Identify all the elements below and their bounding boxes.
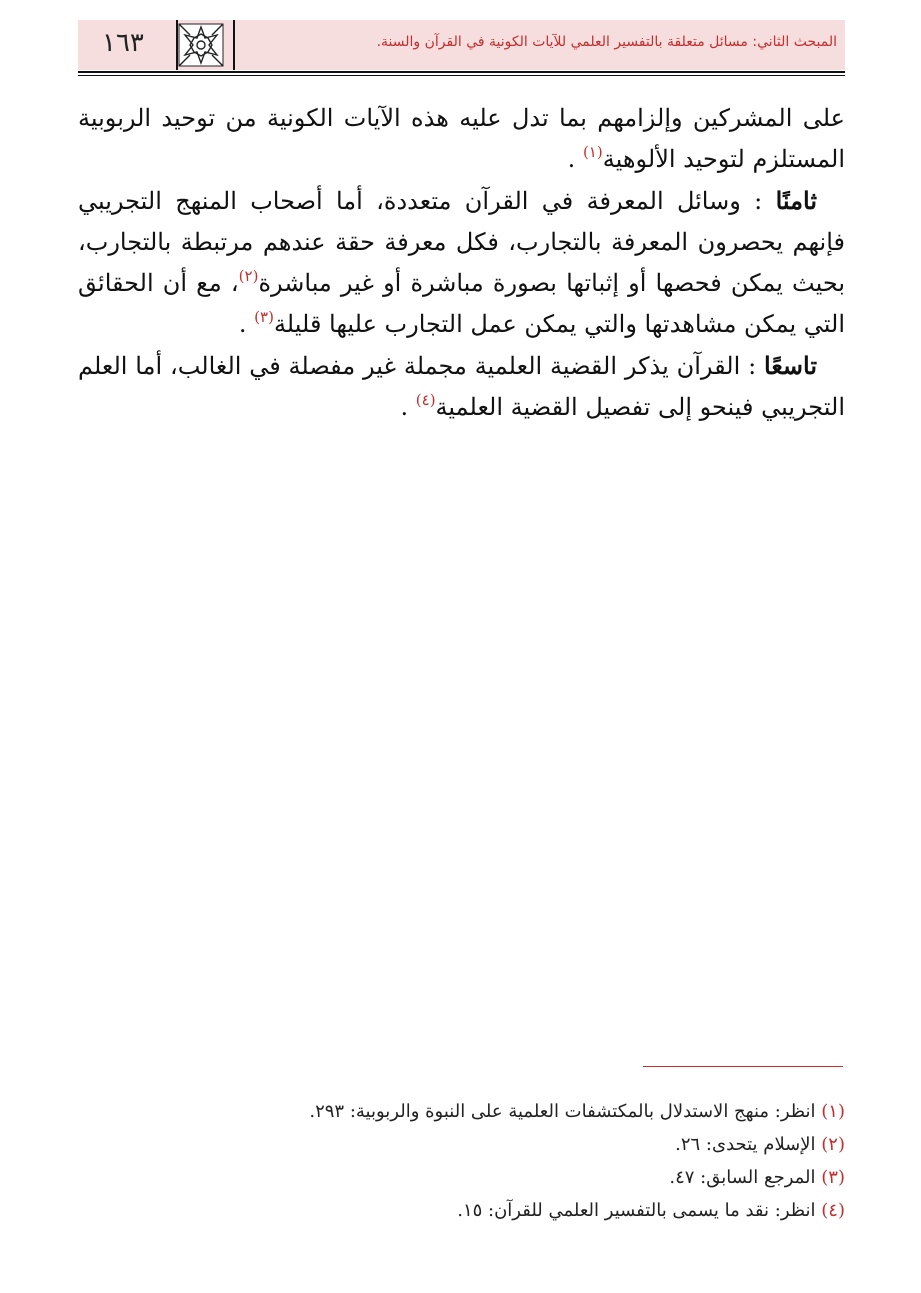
- footnote-1: [78, 1095, 845, 1128]
- paragraph-end: .: [567, 145, 583, 173]
- footnote-number: (٢): [821, 1134, 845, 1155]
- footnote-4: [78, 1194, 845, 1227]
- paragraph-text: : وسائل المعرفة في القرآن متعددة، أما أصحاب المنهج التجريبي فإنهم يحصرون المعرفة بالتجارب، فكل معرفة حقة عندهم مرتبطة بالتجارب، بحيث يمكن فحصها أو إثباتها بصورة مباشرة أو غير مباشرة: [78, 187, 845, 297]
- footnote-number: (٤): [821, 1200, 845, 1221]
- page-header: [78, 20, 845, 70]
- footnote-text: الإسلام يتحدى: ٢٦.: [675, 1134, 816, 1155]
- header-rule-thin: [78, 75, 845, 76]
- footnote-ref-2[interactable]: (٢): [238, 267, 259, 285]
- paragraph-1: [78, 98, 845, 180]
- footnote-ref-3[interactable]: (٣): [254, 308, 274, 326]
- header-divider-right: [233, 20, 235, 70]
- footnote-ref-1[interactable]: (١): [582, 143, 603, 161]
- islamic-star-ornament-icon: [178, 23, 224, 67]
- footnote-number: (٣): [821, 1167, 845, 1188]
- footnote-text: المرجع السابق: ٤٧.: [669, 1167, 816, 1188]
- paragraph-lead: ثامنًا: [775, 186, 817, 215]
- footnote-text: انظر: منهج الاستدلال بالمكتشفات العلمية على النبوة والربوبية: ٢٩٣.: [309, 1101, 816, 1122]
- footnotes: [78, 1095, 845, 1227]
- paragraph-3: [78, 345, 845, 428]
- footnote-separator: [643, 1066, 843, 1067]
- paragraph-end: .: [238, 310, 255, 338]
- paragraph-end: .: [400, 393, 416, 421]
- footnote-number: (١): [821, 1101, 845, 1122]
- body-text: [78, 98, 845, 428]
- paragraph-2: [78, 180, 845, 345]
- paragraph-lead: تاسعًا: [764, 351, 817, 380]
- paragraph-text: على المشركين وإلزامهم بما تدل عليه هذه الآيات الكونية من توحيد الربوبية المستلزم لتوحيد الألوهية: [78, 104, 845, 173]
- footnote-3: [78, 1161, 845, 1194]
- page-number: ١٦٣: [102, 28, 144, 58]
- paragraph-text: : القرآن يذكر القضية العلمية مجملة غير مفصلة في الغالب، أما العلم التجريبي فينحو إلى تفصيل القضية العلمية: [78, 352, 845, 421]
- footnote-text: انظر: نقد ما يسمى بالتفسير العلمي للقرآن: ١٥.: [457, 1200, 816, 1221]
- footnote-2: [78, 1128, 845, 1161]
- header-rule-thick: [78, 71, 845, 73]
- footnote-ref-4[interactable]: (٤): [415, 391, 436, 409]
- paragraph-text: ، مع أن الحقائق التي يمكن مشاهدتها والتي يمكن عمل التجارب عليها قليلة: [78, 269, 845, 338]
- running-title: المبحث الثاني: مسائل متعلقة بالتفسير العلمي للآيات الكونية في القرآن والسنة.: [376, 34, 837, 50]
